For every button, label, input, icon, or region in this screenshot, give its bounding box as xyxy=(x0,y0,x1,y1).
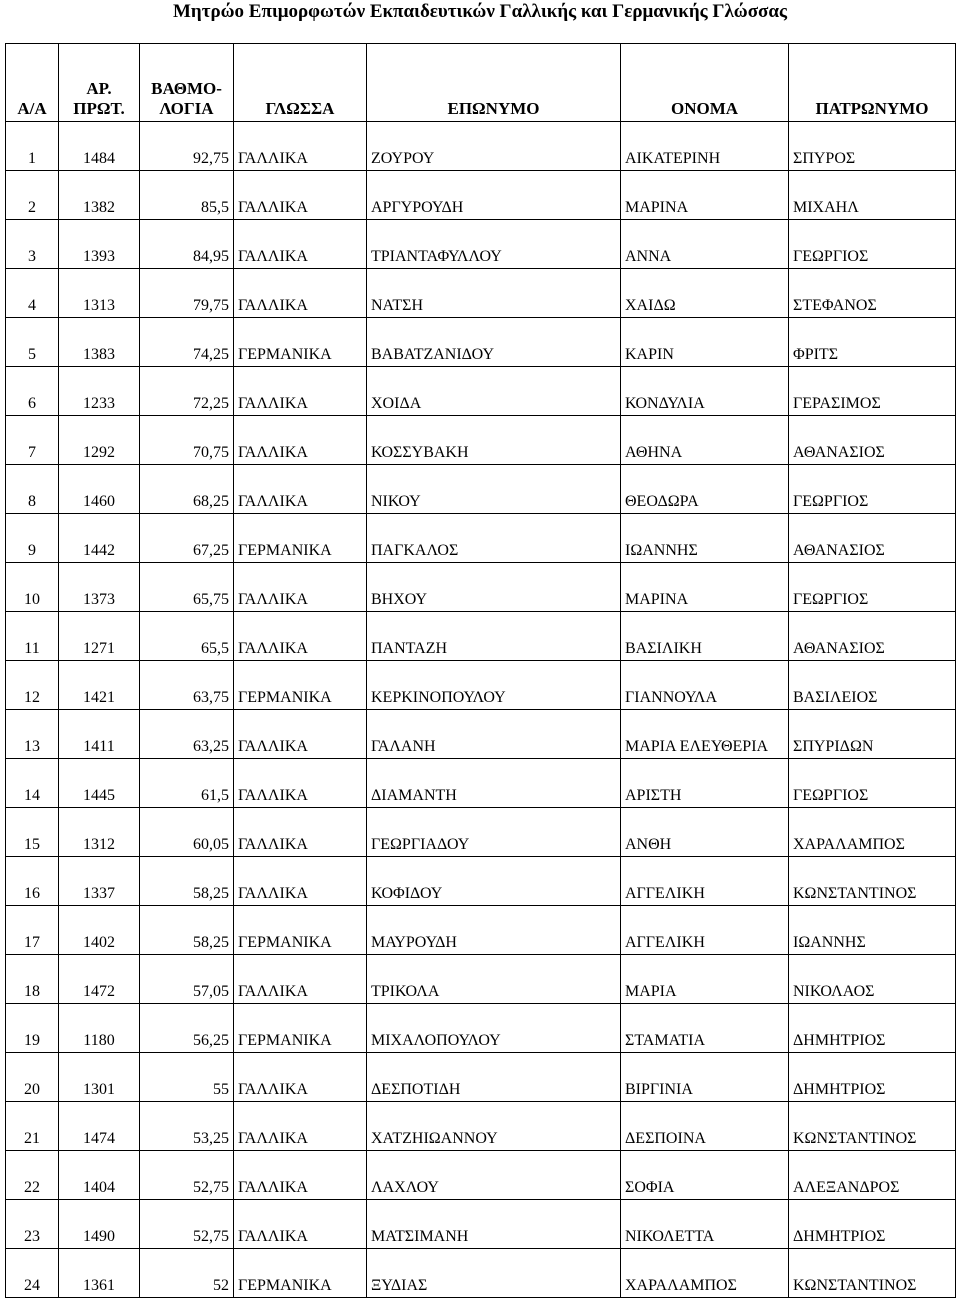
table-row xyxy=(6,661,956,710)
cell-first-name: ΓΙΑΝΝΟΥΛΑ xyxy=(621,661,789,710)
cell-first-name: ΔΕΣΠΟΙΝΑ xyxy=(621,1102,789,1151)
cell-fathers-name: ΑΘΑΝΑΣΙΟΣ xyxy=(789,612,956,661)
cell-fathers-name: ΚΩΝΣΤΑΝΤΙΝΟΣ xyxy=(789,1249,956,1298)
cell-surname: ΒΑΒΑΤΖΑΝΙΔΟΥ xyxy=(367,318,621,367)
cell-first-name: ΑΝΝΑ xyxy=(621,220,789,269)
cell-score: 74,25 xyxy=(140,318,234,367)
cell-aa: 8 xyxy=(6,465,59,514)
cell-aa: 3 xyxy=(6,220,59,269)
cell-fathers-name: ΦΡΙΤΣ xyxy=(789,318,956,367)
table-row xyxy=(6,318,956,367)
cell-language: ΓΕΡΜΑΝΙΚΑ xyxy=(234,514,367,563)
table-body xyxy=(6,122,956,1298)
cell-first-name: ΜΑΡΙΑ xyxy=(621,955,789,1004)
cell-score: 85,5 xyxy=(140,171,234,220)
cell-fathers-name: ΓΕΡΑΣΙΜΟΣ xyxy=(789,367,956,416)
cell-first-name: ΘΕΟΔΩΡΑ xyxy=(621,465,789,514)
cell-surname: ΤΡΙΚΟΛΑ xyxy=(367,955,621,1004)
cell-first-name: ΑΘΗΝΑ xyxy=(621,416,789,465)
cell-aa: 1 xyxy=(6,122,59,171)
cell-surname: ΤΡΙΑΝΤΑΦΥΛΛΟΥ xyxy=(367,220,621,269)
cell-score: 52,75 xyxy=(140,1151,234,1200)
cell-language: ΓΑΛΛΙΚΑ xyxy=(234,1151,367,1200)
cell-aa: 2 xyxy=(6,171,59,220)
table-row xyxy=(6,1200,956,1249)
cell-first-name: ΚΟΝΔΥΛΙΑ xyxy=(621,367,789,416)
cell-surname: ΒΗΧΟΥ xyxy=(367,563,621,612)
table-row xyxy=(6,367,956,416)
table-row xyxy=(6,906,956,955)
cell-aa: 14 xyxy=(6,759,59,808)
cell-protocol-number: 1180 xyxy=(59,1004,140,1053)
cell-language: ΓΑΛΛΙΚΑ xyxy=(234,759,367,808)
cell-language: ΓΑΛΛΙΚΑ xyxy=(234,1102,367,1151)
cell-protocol-number: 1373 xyxy=(59,563,140,612)
cell-fathers-name: ΜΙΧΑΗΛ xyxy=(789,171,956,220)
cell-fathers-name: ΓΕΩΡΓΙΟΣ xyxy=(789,465,956,514)
cell-protocol-number: 1292 xyxy=(59,416,140,465)
cell-fathers-name: ΓΕΩΡΓΙΟΣ xyxy=(789,220,956,269)
table-row xyxy=(6,808,956,857)
cell-protocol-number: 1301 xyxy=(59,1053,140,1102)
cell-surname: ΔΙΑΜΑΝΤΗ xyxy=(367,759,621,808)
cell-language: ΓΑΛΛΙΚΑ xyxy=(234,269,367,318)
cell-aa: 19 xyxy=(6,1004,59,1053)
cell-surname: ΞΥΔΙΑΣ xyxy=(367,1249,621,1298)
cell-first-name: ΜΑΡΙΝΑ xyxy=(621,563,789,612)
cell-language: ΓΑΛΛΙΚΑ xyxy=(234,220,367,269)
table-row xyxy=(6,465,956,514)
cell-aa: 11 xyxy=(6,612,59,661)
cell-protocol-number: 1474 xyxy=(59,1102,140,1151)
cell-fathers-name: ΣΤΕΦΑΝΟΣ xyxy=(789,269,956,318)
cell-protocol-number: 1411 xyxy=(59,710,140,759)
cell-protocol-number: 1402 xyxy=(59,906,140,955)
cell-language: ΓΑΛΛΙΚΑ xyxy=(234,1200,367,1249)
cell-language: ΓΕΡΜΑΝΙΚΑ xyxy=(234,661,367,710)
cell-score: 53,25 xyxy=(140,1102,234,1151)
cell-aa: 9 xyxy=(6,514,59,563)
cell-protocol-number: 1233 xyxy=(59,367,140,416)
header-score: ΒΑΘΜΟ-ΛΟΓΙΑ xyxy=(140,44,234,122)
cell-first-name: ΑΙΚΑΤΕΡΙΝΗ xyxy=(621,122,789,171)
cell-aa: 10 xyxy=(6,563,59,612)
cell-fathers-name: ΣΠΥΡΙΔΩΝ xyxy=(789,710,956,759)
header-row xyxy=(6,44,956,122)
header-fathers-name: ΠΑΤΡΩΝΥΜΟ xyxy=(789,44,956,122)
table-row xyxy=(6,269,956,318)
cell-first-name: ΚΑΡΙΝ xyxy=(621,318,789,367)
table-row xyxy=(6,1249,956,1298)
table-row xyxy=(6,759,956,808)
cell-fathers-name: ΔΗΜΗΤΡΙΟΣ xyxy=(789,1200,956,1249)
cell-surname: ΚΟΦΙΔΟΥ xyxy=(367,857,621,906)
cell-score: 55 xyxy=(140,1053,234,1102)
table-row xyxy=(6,710,956,759)
cell-score: 72,25 xyxy=(140,367,234,416)
cell-protocol-number: 1472 xyxy=(59,955,140,1004)
cell-language: ΓΑΛΛΙΚΑ xyxy=(234,710,367,759)
cell-score: 84,95 xyxy=(140,220,234,269)
cell-protocol-number: 1313 xyxy=(59,269,140,318)
table-row xyxy=(6,1004,956,1053)
cell-aa: 6 xyxy=(6,367,59,416)
cell-fathers-name: ΚΩΝΣΤΑΝΤΙΝΟΣ xyxy=(789,857,956,906)
cell-language: ΓΑΛΛΙΚΑ xyxy=(234,367,367,416)
cell-language: ΓΑΛΛΙΚΑ xyxy=(234,857,367,906)
header-aa: Α/Α xyxy=(6,44,59,122)
header-surname: ΕΠΩΝΥΜΟ xyxy=(367,44,621,122)
cell-language: ΓΕΡΜΑΝΙΚΑ xyxy=(234,1249,367,1298)
cell-language: ΓΑΛΛΙΚΑ xyxy=(234,563,367,612)
cell-protocol-number: 1383 xyxy=(59,318,140,367)
table-row xyxy=(6,955,956,1004)
cell-first-name: ΜΑΡΙΑ ΕΛΕΥΘΕΡΙΑ xyxy=(621,710,789,759)
cell-score: 57,05 xyxy=(140,955,234,1004)
cell-score: 63,75 xyxy=(140,661,234,710)
cell-aa: 12 xyxy=(6,661,59,710)
cell-aa: 7 xyxy=(6,416,59,465)
cell-fathers-name: ΔΗΜΗΤΡΙΟΣ xyxy=(789,1053,956,1102)
cell-aa: 4 xyxy=(6,269,59,318)
cell-language: ΓΑΛΛΙΚΑ xyxy=(234,416,367,465)
cell-score: 63,25 xyxy=(140,710,234,759)
cell-first-name: ΑΓΓΕΛΙΚΗ xyxy=(621,906,789,955)
cell-protocol-number: 1442 xyxy=(59,514,140,563)
cell-first-name: ΙΩΑΝΝΗΣ xyxy=(621,514,789,563)
cell-score: 68,25 xyxy=(140,465,234,514)
cell-language: ΓΑΛΛΙΚΑ xyxy=(234,808,367,857)
cell-score: 61,5 xyxy=(140,759,234,808)
cell-first-name: ΧΑΙΔΩ xyxy=(621,269,789,318)
cell-surname: ΠΑΓΚΑΛΟΣ xyxy=(367,514,621,563)
cell-aa: 5 xyxy=(6,318,59,367)
cell-protocol-number: 1337 xyxy=(59,857,140,906)
cell-score: 79,75 xyxy=(140,269,234,318)
table-row xyxy=(6,1151,956,1200)
cell-language: ΓΑΛΛΙΚΑ xyxy=(234,955,367,1004)
page-title: Μητρώο Επιμορφωτών Εκπαιδευτικών Γαλλικής και Γερμανικής Γλώσσας xyxy=(172,1,787,22)
cell-fathers-name: ΣΠΥΡΟΣ xyxy=(789,122,956,171)
table-row xyxy=(6,857,956,906)
cell-surname: ΜΑΤΣΙΜΑΝΗ xyxy=(367,1200,621,1249)
cell-aa: 21 xyxy=(6,1102,59,1151)
cell-first-name: ΜΑΡΙΝΑ xyxy=(621,171,789,220)
cell-fathers-name: ΙΩΑΝΝΗΣ xyxy=(789,906,956,955)
cell-aa: 20 xyxy=(6,1053,59,1102)
cell-first-name: ΑΡΙΣΤΗ xyxy=(621,759,789,808)
cell-protocol-number: 1382 xyxy=(59,171,140,220)
header-language: ΓΛΩΣΣΑ xyxy=(234,44,367,122)
cell-language: ΓΕΡΜΑΝΙΚΑ xyxy=(234,906,367,955)
cell-score: 52 xyxy=(140,1249,234,1298)
cell-language: ΓΑΛΛΙΚΑ xyxy=(234,465,367,514)
cell-score: 56,25 xyxy=(140,1004,234,1053)
cell-score: 67,25 xyxy=(140,514,234,563)
cell-surname: ΖΟΥΡΟΥ xyxy=(367,122,621,171)
cell-aa: 22 xyxy=(6,1151,59,1200)
cell-surname: ΚΕΡΚΙΝΟΠΟΥΛΟΥ xyxy=(367,661,621,710)
table-row xyxy=(6,220,956,269)
cell-protocol-number: 1484 xyxy=(59,122,140,171)
registry-table xyxy=(5,43,956,1298)
cell-aa: 23 xyxy=(6,1200,59,1249)
cell-fathers-name: ΓΕΩΡΓΙΟΣ xyxy=(789,759,956,808)
header-protocol-number: ΑΡ. ΠΡΩΤ. xyxy=(59,44,140,122)
table-row xyxy=(6,514,956,563)
cell-protocol-number: 1312 xyxy=(59,808,140,857)
cell-language: ΓΑΛΛΙΚΑ xyxy=(234,171,367,220)
cell-protocol-number: 1421 xyxy=(59,661,140,710)
cell-fathers-name: ΧΑΡΑΛΑΜΠΟΣ xyxy=(789,808,956,857)
cell-aa: 24 xyxy=(6,1249,59,1298)
cell-score: 58,25 xyxy=(140,857,234,906)
table-row xyxy=(6,612,956,661)
cell-first-name: ΣΤΑΜΑΤΙΑ xyxy=(621,1004,789,1053)
header-first-name: ΟΝΟΜΑ xyxy=(621,44,789,122)
cell-surname: ΔΕΣΠΟΤΙΔΗ xyxy=(367,1053,621,1102)
cell-fathers-name: ΑΘΑΝΑΣΙΟΣ xyxy=(789,514,956,563)
table-row xyxy=(6,416,956,465)
table-row xyxy=(6,1102,956,1151)
cell-aa: 16 xyxy=(6,857,59,906)
cell-fathers-name: ΚΩΝΣΤΑΝΤΙΝΟΣ xyxy=(789,1102,956,1151)
cell-score: 65,5 xyxy=(140,612,234,661)
cell-score: 58,25 xyxy=(140,906,234,955)
cell-surname: ΝΑΤΣΗ xyxy=(367,269,621,318)
cell-surname: ΑΡΓΥΡΟΥΔΗ xyxy=(367,171,621,220)
cell-score: 52,75 xyxy=(140,1200,234,1249)
cell-score: 70,75 xyxy=(140,416,234,465)
cell-protocol-number: 1361 xyxy=(59,1249,140,1298)
cell-surname: ΚΟΣΣΥΒΑΚΗ xyxy=(367,416,621,465)
cell-fathers-name: ΑΛΕΞΑΝΔΡΟΣ xyxy=(789,1151,956,1200)
cell-surname: ΠΑΝΤΑΖΗ xyxy=(367,612,621,661)
table-row xyxy=(6,122,956,171)
cell-fathers-name: ΓΕΩΡΓΙΟΣ xyxy=(789,563,956,612)
cell-protocol-number: 1393 xyxy=(59,220,140,269)
cell-protocol-number: 1490 xyxy=(59,1200,140,1249)
cell-protocol-number: 1271 xyxy=(59,612,140,661)
cell-surname: ΝΙΚΟΥ xyxy=(367,465,621,514)
cell-first-name: ΧΑΡΑΛΑΜΠΟΣ xyxy=(621,1249,789,1298)
cell-protocol-number: 1445 xyxy=(59,759,140,808)
table-row xyxy=(6,563,956,612)
cell-aa: 13 xyxy=(6,710,59,759)
cell-surname: ΓΕΩΡΓΙΑΔΟΥ xyxy=(367,808,621,857)
cell-language: ΓΑΛΛΙΚΑ xyxy=(234,612,367,661)
cell-aa: 15 xyxy=(6,808,59,857)
cell-surname: ΛΑΧΛΟΥ xyxy=(367,1151,621,1200)
cell-protocol-number: 1460 xyxy=(59,465,140,514)
cell-first-name: ΑΝΘΗ xyxy=(621,808,789,857)
cell-language: ΓΕΡΜΑΝΙΚΑ xyxy=(234,1004,367,1053)
cell-score: 65,75 xyxy=(140,563,234,612)
cell-aa: 18 xyxy=(6,955,59,1004)
cell-fathers-name: ΝΙΚΟΛΑΟΣ xyxy=(789,955,956,1004)
cell-fathers-name: ΔΗΜΗΤΡΙΟΣ xyxy=(789,1004,956,1053)
table-row xyxy=(6,1053,956,1102)
cell-score: 60,05 xyxy=(140,808,234,857)
cell-surname: ΜΙΧΑΛΟΠΟΥΛΟΥ xyxy=(367,1004,621,1053)
cell-language: ΓΕΡΜΑΝΙΚΑ xyxy=(234,318,367,367)
cell-first-name: ΑΓΓΕΛΙΚΗ xyxy=(621,857,789,906)
cell-surname: ΧΑΤΖΗΙΩΑΝΝΟΥ xyxy=(367,1102,621,1151)
cell-surname: ΜΑΥΡΟΥΔΗ xyxy=(367,906,621,955)
cell-protocol-number: 1404 xyxy=(59,1151,140,1200)
cell-language: ΓΑΛΛΙΚΑ xyxy=(234,1053,367,1102)
cell-aa: 17 xyxy=(6,906,59,955)
cell-surname: ΓΑΛΑΝΗ xyxy=(367,710,621,759)
cell-first-name: ΒΙΡΓΙΝΙΑ xyxy=(621,1053,789,1102)
cell-score: 92,75 xyxy=(140,122,234,171)
cell-language: ΓΑΛΛΙΚΑ xyxy=(234,122,367,171)
table-row xyxy=(6,171,956,220)
cell-surname: ΧΟΙΔΑ xyxy=(367,367,621,416)
cell-first-name: ΒΑΣΙΛΙΚΗ xyxy=(621,612,789,661)
cell-fathers-name: ΑΘΑΝΑΣΙΟΣ xyxy=(789,416,956,465)
cell-first-name: ΝΙΚΟΛΕΤΤΑ xyxy=(621,1200,789,1249)
cell-first-name: ΣΟΦΙΑ xyxy=(621,1151,789,1200)
cell-fathers-name: ΒΑΣΙΛΕΙΟΣ xyxy=(789,661,956,710)
